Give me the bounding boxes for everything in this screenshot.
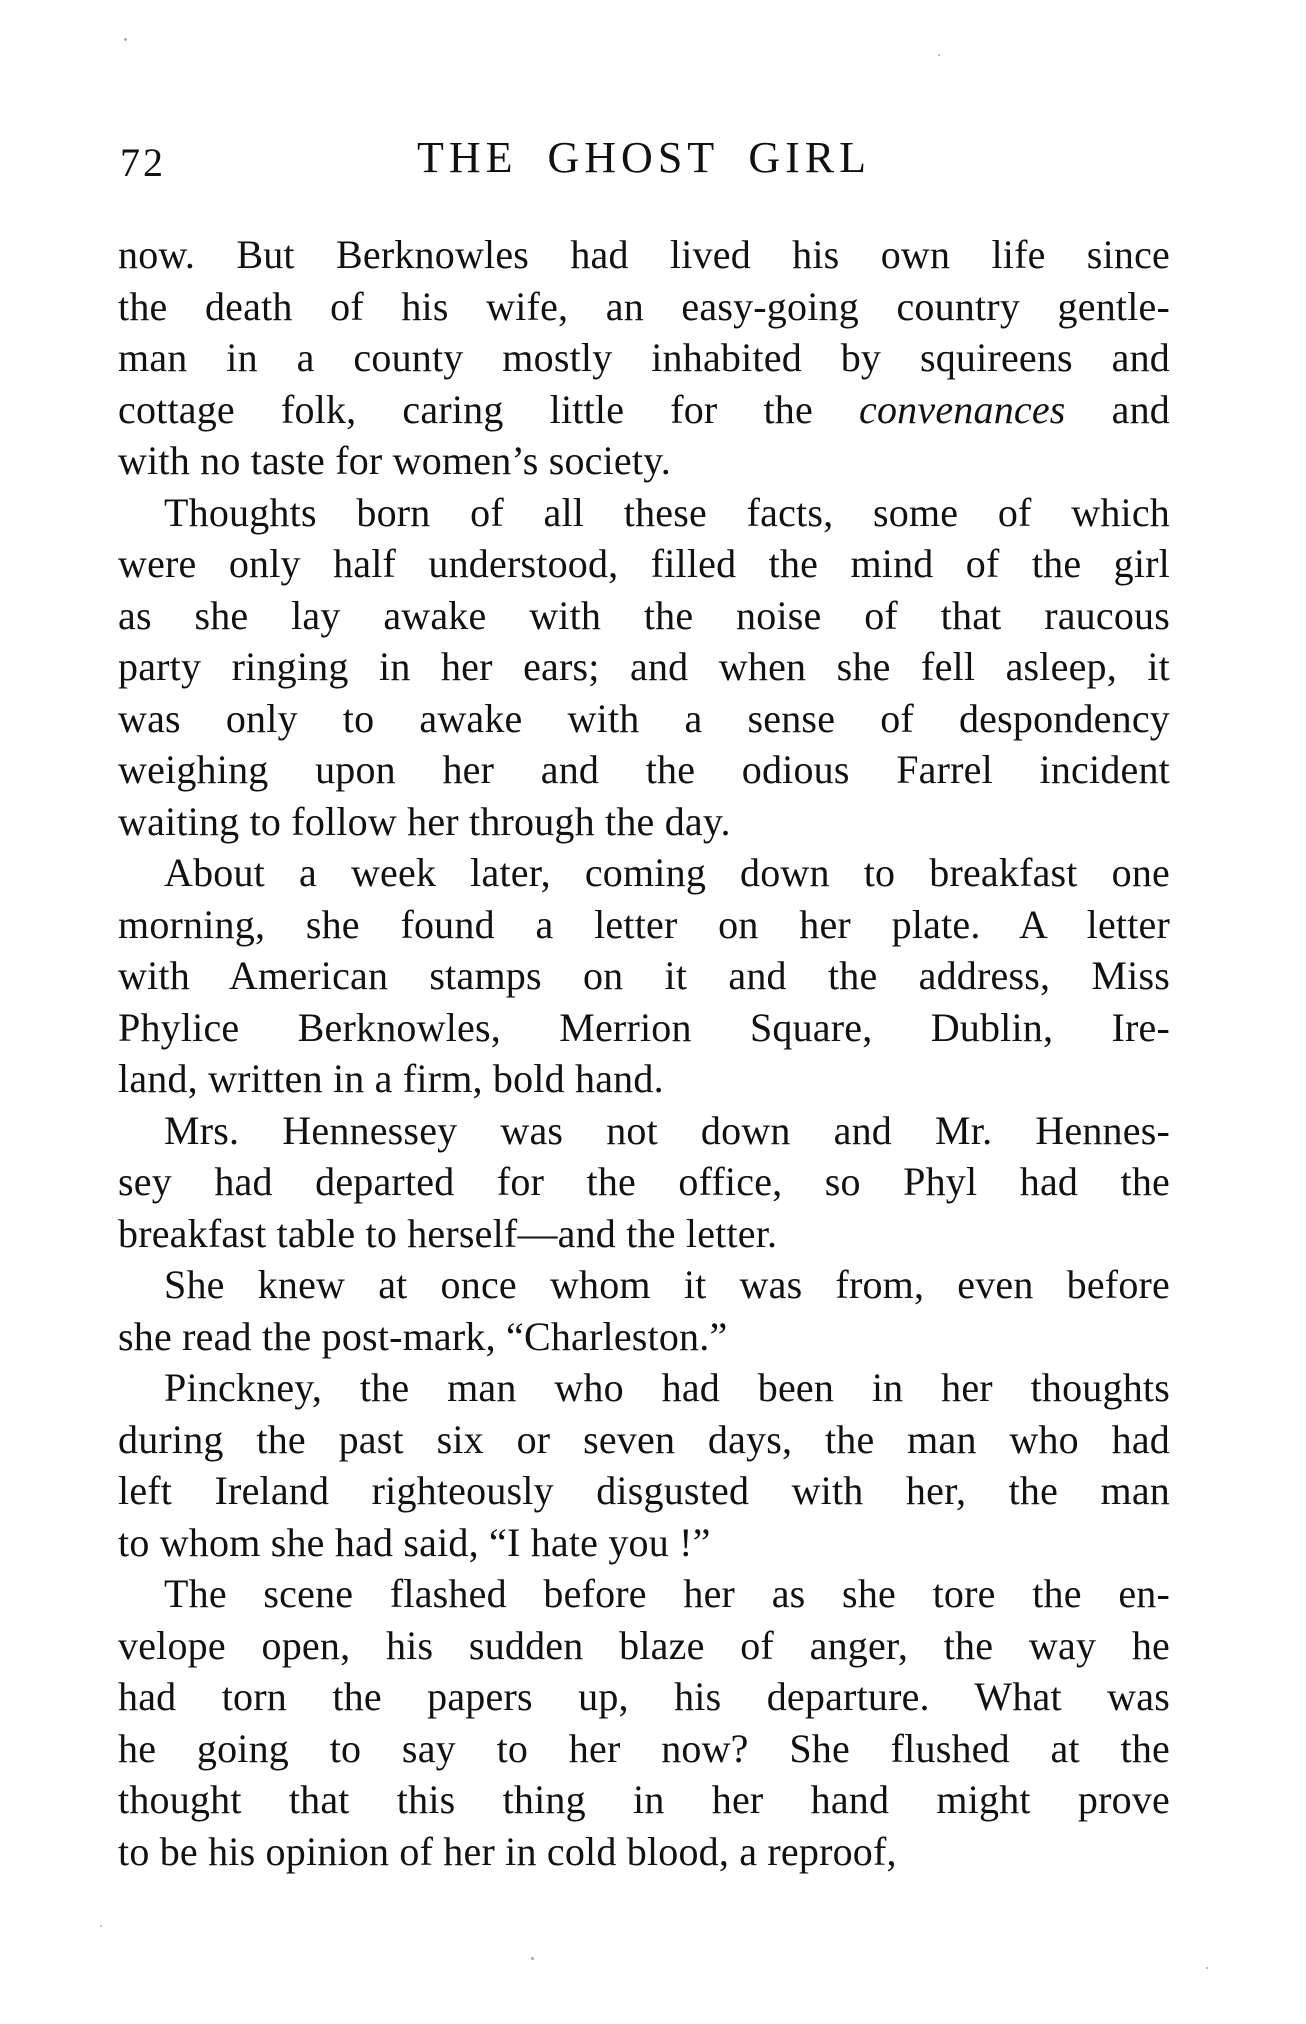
paragraph	[118, 847, 1170, 1105]
text-segment: morning, she found a letter on her plate. A letter	[118, 901, 1170, 947]
text-line	[118, 487, 1170, 539]
text-line	[118, 899, 1170, 951]
running-header-title: THE GHOST GIRL	[416, 133, 872, 182]
text-line	[118, 1826, 1170, 1878]
text-line	[118, 1208, 1170, 1260]
text-line	[118, 590, 1170, 642]
text-segment: had torn the papers up, his departure. What was	[118, 1674, 1170, 1719]
text-segment: he going to say to her now? She flushed at the	[118, 1725, 1170, 1771]
text-segment: during the past six or seven days, the man who had	[118, 1416, 1170, 1462]
text-line	[118, 1620, 1170, 1672]
text-line	[118, 229, 1170, 281]
text-line	[118, 384, 1170, 436]
text-line	[118, 332, 1170, 384]
text-line	[118, 796, 1170, 848]
text-segment: About a week later, coming down to breakfast one	[164, 850, 1170, 895]
text-line	[118, 641, 1170, 693]
text-line	[118, 693, 1170, 745]
text-segment: Phylice Berknowles, Merrion Square, Dublin, Ire-	[118, 1004, 1170, 1050]
text-segment: the death of his wife, an easy-going country gentle-	[118, 283, 1170, 329]
text-segment: breakfast table to herself—and the letter.	[118, 1210, 778, 1256]
text-segment: The scene flashed before her as she tore the en-	[164, 1571, 1170, 1616]
text-line	[118, 1002, 1170, 1054]
scan-speck	[938, 54, 940, 56]
text-segment: party ringing in her ears; and when she fell asleep, it	[118, 644, 1170, 689]
text-segment: with American stamps on it and the address, Miss	[118, 953, 1170, 998]
text-line	[118, 950, 1170, 1002]
text-line	[118, 1362, 1170, 1414]
paragraph	[118, 1105, 1170, 1260]
paragraph	[118, 487, 1170, 848]
text-segment: waiting to follow her through the day.	[118, 798, 731, 844]
text-segment: man in a county mostly inhabited by squireens and	[118, 335, 1170, 380]
text-segment: were only half understood, filled the mind of the girl	[118, 541, 1170, 586]
text-segment: to whom she had said, “I hate you !”	[118, 1519, 711, 1565]
text-line	[118, 1311, 1170, 1363]
text-line	[118, 1774, 1170, 1826]
text-line	[118, 1671, 1170, 1723]
text-segment: velope open, his sudden blaze of anger, the way he	[118, 1622, 1170, 1668]
page-number: 72	[120, 140, 166, 185]
text-line	[118, 281, 1170, 333]
scan-speck	[1206, 1967, 1208, 1969]
text-segment: was only to awake with a sense of despondency	[118, 695, 1170, 741]
text-segment: weighing upon her and the odious Farrel incident	[118, 747, 1170, 792]
scan-speck	[124, 38, 127, 41]
paragraph	[118, 229, 1170, 487]
text-segment: cottage folk, caring little for the	[118, 386, 860, 432]
text-segment: and	[1065, 386, 1170, 432]
text-line	[118, 1156, 1170, 1208]
text-line	[118, 1465, 1170, 1517]
paragraph	[118, 1568, 1170, 1877]
text-segment: now. But Berknowles had lived his own life since	[118, 232, 1170, 277]
text-segment: thought that this thing in her hand might prove	[118, 1777, 1170, 1822]
page-body	[118, 229, 1170, 1877]
text-segment: Pinckney, the man who had been in her thoughts	[164, 1365, 1170, 1410]
paragraph	[118, 1259, 1170, 1362]
italic-text: convenances	[859, 386, 1066, 432]
text-segment: Thoughts born of all these facts, some of which	[164, 489, 1170, 535]
text-line	[118, 1105, 1170, 1157]
text-segment: She knew at once whom it was from, even before	[164, 1262, 1170, 1307]
text-segment: Mrs. Hennessey was not down and Mr. Hennes-	[164, 1107, 1170, 1153]
text-segment: land, written in a firm, bold hand.	[118, 1056, 664, 1101]
text-segment: with no taste for women’s society.	[118, 438, 671, 483]
text-segment: she read the post-mark, “Charleston.”	[118, 1313, 728, 1359]
text-line	[118, 1517, 1170, 1569]
text-line	[118, 1568, 1170, 1620]
scan-speck	[100, 1925, 102, 1927]
text-line	[118, 744, 1170, 796]
scan-speck	[531, 1957, 534, 1960]
text-line	[118, 1259, 1170, 1311]
text-line	[118, 1414, 1170, 1466]
text-line	[118, 847, 1170, 899]
text-line	[118, 435, 1170, 487]
paragraph	[118, 1362, 1170, 1568]
text-line	[118, 1053, 1170, 1105]
text-line	[118, 1723, 1170, 1775]
text-segment: to be his opinion of her in cold blood, a reproof,	[118, 1828, 897, 1874]
text-segment: as she lay awake with the noise of that raucous	[118, 592, 1170, 638]
text-line	[118, 538, 1170, 590]
text-segment: left Ireland righteously disgusted with her, the man	[118, 1468, 1170, 1513]
page-header	[118, 133, 1170, 188]
text-segment: sey had departed for the office, so Phyl had the	[118, 1159, 1170, 1204]
